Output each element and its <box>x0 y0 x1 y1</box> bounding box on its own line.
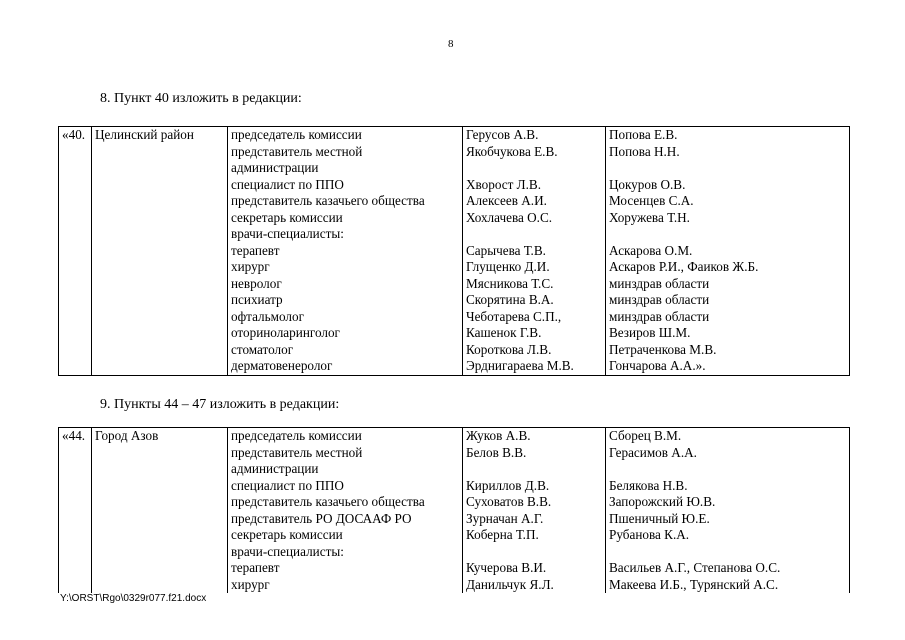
cell-line: Сборец В.М. <box>609 428 682 443</box>
cell-line: специалист по ППО <box>231 176 344 192</box>
cell-line: Короткова Л.В. <box>466 341 552 357</box>
cell-line: Макеева И.Б., Турянский А.С. <box>609 576 779 592</box>
cell-line <box>609 461 846 478</box>
members-cell <box>463 428 606 594</box>
cell-line: представитель казачьего общества <box>231 494 425 509</box>
cell-line: Белов В.В. <box>466 444 527 460</box>
cell-line: Хохлачева О.С. <box>466 209 553 225</box>
cell-line: терапевт <box>231 242 280 258</box>
cell-line: секретарь комиссии <box>231 527 343 542</box>
cell-line: терапевт <box>231 560 280 575</box>
cell-line: врачи-специалисты: <box>231 543 344 559</box>
cell-line: Мосенцев С.А. <box>609 193 694 208</box>
cell-line: председатель комиссии <box>231 428 362 443</box>
cell-line: Аскаров Р.И., Фаиков Ж.Б. <box>609 259 759 274</box>
section-heading-8: 8. Пункт 40 изложить в редакции: <box>100 91 302 106</box>
cell-line: дерматовенеролог <box>231 358 333 373</box>
roles-cell <box>228 127 463 376</box>
cell-line: Сарычева Т.В. <box>466 242 546 258</box>
cell-line: минздрав области <box>609 275 710 291</box>
file-path-footer: Y:\ORST\Rgo\0329r077.f21.docx <box>60 593 207 604</box>
table-row <box>59 127 850 376</box>
cell-line: Белякова Н.В. <box>609 477 688 493</box>
cell-line: представитель местной <box>231 444 363 460</box>
cell-line: администрации <box>231 461 319 476</box>
cell-line: специалист по ППО <box>231 477 344 493</box>
cell-line: врачи-специалисты: <box>231 226 344 241</box>
cell-line: Алексеев А.И. <box>466 193 547 208</box>
cell-line: Данильчук Я.Л. <box>466 576 554 592</box>
cell-line: администрации <box>231 160 319 175</box>
cell-line: невролог <box>231 275 282 291</box>
cell-line <box>466 226 602 243</box>
cell-line: Герасимов А.А. <box>609 444 697 460</box>
section-heading-9: 9. Пункты 44 – 47 изложить в редакции: <box>100 397 340 412</box>
cell-line: психиатр <box>231 292 283 307</box>
cell-line: представитель местной <box>231 143 363 159</box>
cell-line: Кашенок Г.В. <box>466 325 542 340</box>
cell-line: Кучерова В.И. <box>466 560 547 575</box>
cell-line: Васильев А.Г., Степанова О.С. <box>609 560 781 575</box>
cell-line: Чеботарева С.П., <box>466 308 562 324</box>
cell-line: стоматолог <box>231 341 294 357</box>
cell-line: Гончарова А.А.». <box>609 358 706 373</box>
district-cell: Целинский район <box>92 127 228 376</box>
district-cell: Город Азов <box>92 428 228 594</box>
cell-line: Пшеничный Ю.Е. <box>609 510 710 526</box>
cell-line: Рубанова К.А. <box>609 527 690 542</box>
commission-table-44 <box>58 427 850 593</box>
cell-line: Суховатов В.В. <box>466 494 552 509</box>
cell-line: Попова Н.Н. <box>609 143 680 159</box>
cell-line <box>609 226 846 243</box>
reserves-cell <box>606 127 850 376</box>
cell-line: Петраченкова М.В. <box>609 341 717 357</box>
cell-line: хирург <box>231 259 270 274</box>
cell-line: Герусов А.В. <box>466 127 539 142</box>
table-row <box>59 428 850 594</box>
cell-line: Глущенко Д.И. <box>466 259 550 274</box>
cell-line: Цокуров О.В. <box>609 176 686 192</box>
cell-line <box>466 461 602 478</box>
roles-cell <box>228 428 463 594</box>
cell-line: минздрав области <box>609 308 710 324</box>
cell-line: Скорятина В.А. <box>466 292 554 307</box>
cell-line: Попова Е.В. <box>609 127 678 142</box>
item-number-cell: «44. <box>59 428 92 594</box>
cell-line: оториноларинголог <box>231 325 340 340</box>
cell-line <box>466 160 602 177</box>
cell-line: Хоружева Т.Н. <box>609 209 690 225</box>
page-number: 8 <box>448 38 454 50</box>
cell-line: секретарь комиссии <box>231 209 343 225</box>
cell-line: представитель РО ДОСААФ РО <box>231 510 412 526</box>
cell-line: Якобчукова Е.В. <box>466 143 558 159</box>
commission-table-40 <box>58 126 850 376</box>
cell-line: Мясникова Т.С. <box>466 275 554 291</box>
cell-line <box>609 544 846 561</box>
item-number-cell: «40. <box>59 127 92 376</box>
cell-line: офтальмолог <box>231 308 304 324</box>
cell-line: Хворост Л.В. <box>466 176 542 192</box>
cell-line: представитель казачьего общества <box>231 193 425 208</box>
cell-line: Зурначан А.Г. <box>466 510 544 526</box>
cell-line: Кириллов Д.В. <box>466 477 550 493</box>
members-cell <box>463 127 606 376</box>
cell-line <box>466 544 602 561</box>
cell-line: минздрав области <box>609 292 710 307</box>
cell-line: Жуков А.В. <box>466 428 531 443</box>
cell-line <box>609 160 846 177</box>
cell-line: Аскарова О.М. <box>609 242 693 258</box>
cell-line: Коберна Т.П. <box>466 527 539 542</box>
cell-line: хирург <box>231 576 270 592</box>
reserves-cell <box>606 428 850 594</box>
cell-line: Эрднигараева М.В. <box>466 358 574 373</box>
cell-line: Запорожский Ю.В. <box>609 494 716 509</box>
cell-line: Везиров Ш.М. <box>609 325 691 340</box>
cell-line: председатель комиссии <box>231 127 362 142</box>
